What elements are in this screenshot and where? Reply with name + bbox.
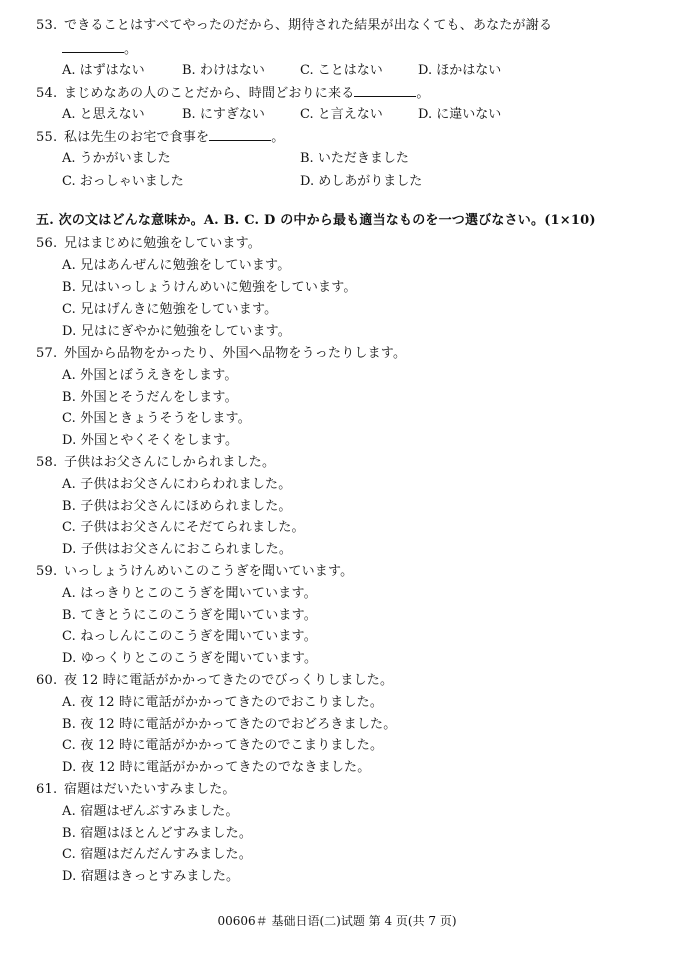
options-54: [62, 106, 501, 124]
question-text: 夜 12 時に電話がかかってきたのでびっくりしました。: [64, 673, 394, 688]
options-55-row1: [62, 150, 409, 168]
question-number: 56.: [36, 236, 58, 251]
blank: [62, 40, 124, 53]
option-d: D. 子供はお父さんにおこられました。: [62, 542, 293, 557]
option-c: C. 宿題はだんだんすみました。: [62, 847, 252, 862]
option-b: B. 宿題はほとんどすみました。: [62, 826, 253, 841]
option-b: B. にすぎない: [182, 107, 265, 122]
question-59: [36, 563, 353, 581]
option-c: C. おっしゃいました: [62, 174, 184, 189]
question-number: 53.: [36, 18, 58, 33]
question-57: [36, 345, 406, 363]
option-c: C. ことはない: [300, 63, 383, 78]
option-d: D. 外国とやくそくをします。: [62, 433, 239, 448]
question-61: [36, 781, 236, 799]
question-number: 55.: [36, 130, 58, 145]
option-c: C. 子供はお父さんにそだてられました。: [62, 520, 305, 535]
question-54: [36, 84, 430, 103]
question-text: まじめなあの人のことだから、時間どおりに来る: [64, 86, 355, 101]
question-number: 59.: [36, 564, 58, 579]
page-footer: 00606＃ 基础日语(二)试题 第 4 页(共 7 页): [217, 914, 457, 928]
blank-tail: 。: [416, 86, 430, 101]
option-b: B. 兄はいっしょうけんめいに勉強をしています。: [62, 280, 357, 295]
option-a: A. 夜 12 時に電話がかかってきたのでおこりました。: [62, 695, 384, 710]
question-number: 57.: [36, 346, 58, 361]
question-text: 子供はお父さんにしかられました。: [64, 455, 276, 470]
question-text: 宿題はだいたいすみました。: [64, 782, 236, 797]
question-number: 54.: [36, 86, 58, 101]
option-a: A. うかがいました: [62, 151, 171, 166]
question-53: [36, 17, 552, 35]
option-a: A. 宿題はぜんぶすみました。: [62, 804, 239, 819]
option-a: A. はずはない: [62, 63, 145, 78]
option-b: B. 夜 12 時に電話がかかってきたのでおどろきました。: [62, 717, 397, 732]
options-53: [62, 62, 501, 80]
question-number: 60.: [36, 673, 58, 688]
question-text: いっしょうけんめいこのこうぎを聞いています。: [64, 564, 354, 579]
option-b: B. 子供はお父さんにほめられました。: [62, 499, 292, 514]
blank: [354, 84, 416, 97]
option-c: C. と言えない: [300, 107, 383, 122]
option-a: A. 兄はあんぜんに勉強をしています。: [62, 258, 291, 273]
option-d: D. ゆっくりとこのこうぎを聞いています。: [62, 651, 318, 666]
option-d: D. 宿題はきっとすみました。: [62, 869, 240, 884]
option-b: B. いただきました: [300, 151, 409, 166]
option-c: C. 兄はげんきに勉強をしています。: [62, 302, 278, 317]
question-55: [36, 128, 284, 147]
blank: [209, 128, 271, 141]
option-b: B. てきとうにこのこうぎを聞いています。: [62, 608, 317, 623]
option-a: A. 子供はお父さんにわらわれました。: [62, 477, 292, 492]
blank-tail: 。: [271, 130, 285, 145]
question-56: [36, 235, 261, 253]
question-60: [36, 672, 393, 690]
blank-tail: 。: [124, 42, 138, 57]
option-d: D. ほかはない: [418, 63, 502, 78]
question-text: 私は先生のお宅で食事を: [64, 130, 210, 145]
option-c: C. ねっしんにこのこうぎを聞いています。: [62, 629, 317, 644]
answer-blank-53: [62, 40, 137, 59]
option-a: A. はっきりとこのこうぎを聞いています。: [62, 586, 317, 601]
question-number: 61.: [36, 782, 58, 797]
option-d: D. めしあがりました: [300, 174, 423, 189]
question-number: 58.: [36, 455, 58, 470]
option-a: A. と思えない: [62, 107, 145, 122]
option-d: D. に違いない: [418, 107, 502, 122]
question-text: できることはすべてやったのだから、期待された結果が出なくても、あなたが謝る: [64, 18, 553, 33]
option-d: D. 夜 12 時に電話がかかってきたのでなきました。: [62, 760, 371, 775]
option-b: B. わけはない: [182, 63, 265, 78]
option-b: B. 外国とそうだんをします。: [62, 390, 238, 405]
section-heading: 五. 次の文はどんな意味か。A. B. C. D の中から最も適当なものを一つ選びなさい。(1×10): [36, 213, 596, 228]
option-a: A. 外国とぼうえきをします。: [62, 368, 238, 383]
question-text: 兄はまじめに勉強をしています。: [64, 236, 261, 251]
option-c: C. 夜 12 時に電話がかかってきたのでこまりました。: [62, 738, 384, 753]
question-text: 外国から品物をかったり、外国へ品物をうったりします。: [64, 346, 407, 361]
options-55-row2: [62, 173, 422, 191]
option-d: D. 兄はにぎやかに勉強をしています。: [62, 324, 291, 339]
option-c: C. 外国ときょうそうをします。: [62, 411, 251, 426]
question-58: [36, 454, 275, 472]
